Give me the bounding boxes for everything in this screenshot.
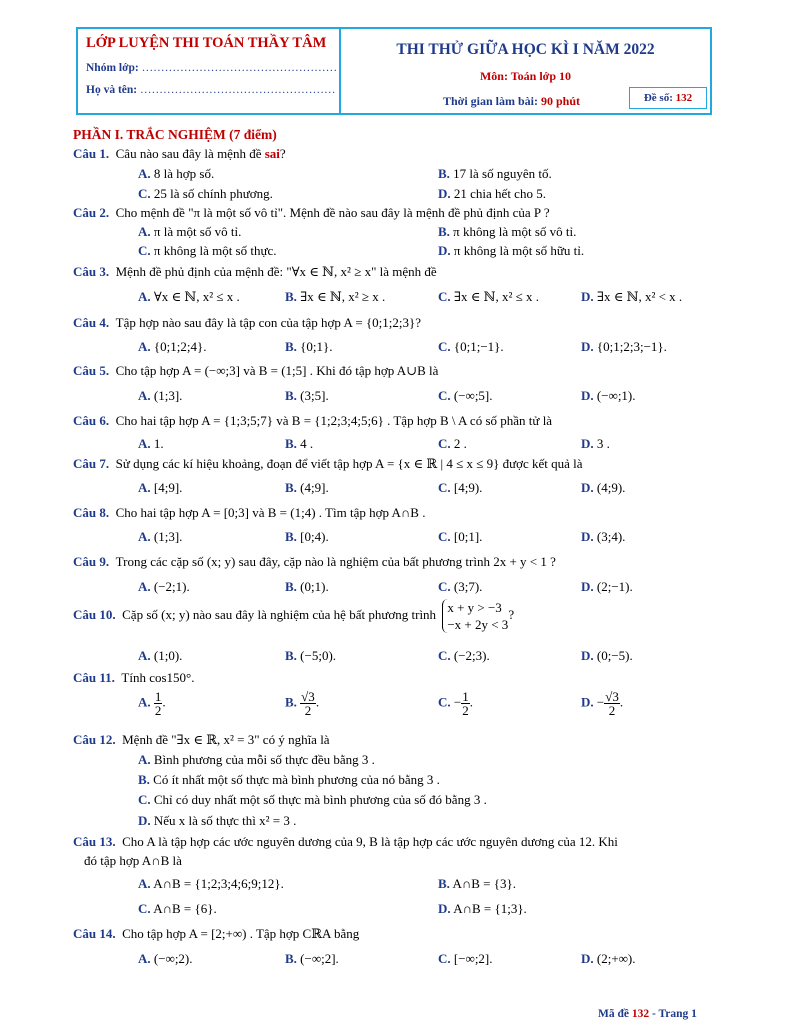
name-field[interactable]: Họ và tên: …………………………………………… (86, 84, 336, 96)
class-field[interactable]: Nhóm lớp: …………………………………………… (86, 62, 338, 74)
q4-option-a[interactable]: A. {0;1;2;4}. (138, 339, 207, 354)
question-9: Câu 9. Trong các cặp số (x; y) sau đây, cặp nào là nghiệm của bất phương trình 2x + y < 1 ? (73, 554, 556, 569)
question-4: Câu 4. Tập hợp nào sau đây là tập con của tập hợp A = {0;1;2;3}? (73, 315, 422, 330)
question-1: Câu 1. Câu nào sau đây là mệnh đề sai? (73, 146, 286, 161)
q14-option-c[interactable]: C. [−∞;2]. (438, 951, 493, 966)
q6-option-a[interactable]: A. 1. (138, 436, 164, 451)
q11-option-a[interactable]: A. $\frac{1}{2}$ . (138, 689, 166, 718)
q11-option-c[interactable]: C. − $\frac{1}{2}$ . (438, 689, 473, 718)
q7-option-c[interactable]: C. [4;9). (438, 480, 483, 495)
exam-time: Thời gian làm bài: 90 phút (443, 94, 581, 108)
question-14: Câu 14. Cho tập hợp A = [2;+∞) . Tập hợp CℝA bằng (73, 926, 360, 941)
q9-option-d[interactable]: D. (2;−1). (581, 579, 633, 594)
q4-option-c[interactable]: C. {0;1;−1}. (438, 339, 504, 354)
header-left (78, 29, 341, 113)
q2-option-c[interactable]: C. π không là một số thực. (138, 243, 277, 258)
q3-option-a[interactable]: A. ∀x ∈ ℕ, x² ≤ x . (138, 289, 240, 304)
q5-option-a[interactable]: A. (1;3]. (138, 388, 183, 403)
question-7: Câu 7. Sử dụng các kí hiệu khoảng, đoạn để viết tập hợp A = {x ∈ ℝ | 4 ≤ x ≤ 9} được kết quả là (73, 456, 583, 471)
q2-option-d[interactable]: D. π không là một số hữu tỉ. (438, 243, 585, 258)
q8-option-c[interactable]: C. [0;1]. (438, 529, 483, 544)
q13-option-a[interactable]: A. A∩B = {1;2;3;4;6;9;12}. (138, 876, 284, 891)
q9-option-a[interactable]: A. (−2;1). (138, 579, 190, 594)
exam-title: THI THỬ GIỮA HỌC KÌ I NĂM 2022 (396, 41, 655, 58)
q12-option-a[interactable]: A. Bình phương của mỗi số thực đều bằng 3 . (138, 752, 375, 767)
q4-option-d[interactable]: D. {0;1;2;3;−1}. (581, 339, 667, 354)
q10-option-a[interactable]: A. (1;0). (138, 648, 183, 663)
q13-option-b[interactable]: B. A∩B = {3}. (438, 876, 516, 891)
q13-option-c[interactable]: C. A∩B = {6}. (138, 901, 217, 916)
q8-option-a[interactable]: A. (1;3]. (138, 529, 183, 544)
question-13-cont: đó tập hợp A∩B là (84, 853, 182, 868)
q14-option-a[interactable]: A. (−∞;2). (138, 951, 193, 966)
q3-option-d[interactable]: D. ∃x ∈ ℕ, x² < x . (581, 289, 683, 304)
q10-option-d[interactable]: D. (0;−5). (581, 648, 633, 663)
q7-option-d[interactable]: D. (4;9). (581, 480, 626, 495)
q14-option-d[interactable]: D. (2;+∞). (581, 951, 636, 966)
q1-option-d[interactable]: D. 21 chia hết cho 5. (438, 186, 546, 201)
q1-option-a[interactable]: A. 8 là hợp số. (138, 166, 215, 181)
q10-option-b[interactable]: B. (−5;0). (285, 648, 337, 663)
q12-option-b[interactable]: B. Có ít nhất một số thực mà bình phương của nó bằng 3 . (138, 772, 440, 787)
q2-option-a[interactable]: A. π là một số vô tỉ. (138, 224, 242, 239)
inequality-system: x + y > −3 −x + 2y < 3 (442, 599, 508, 633)
q1-option-b[interactable]: B. 17 là số nguyên tố. (438, 166, 552, 181)
question-8: Câu 8. Cho hai tập hợp A = [0;3] và B = (1;4) . Tìm tập hợp A∩B . (73, 505, 426, 520)
exam-header (76, 27, 712, 115)
q5-option-b[interactable]: B. (3;5]. (285, 388, 329, 403)
exam-subject: Môn: Toán lớp 10 (479, 69, 571, 83)
q11-option-d[interactable]: D. − $\frac{√3}{2}$ . (581, 689, 624, 718)
question-10: Câu 10. Cặp số (x; y) nào sau đây là nghiệm của hệ bất phương trình x + y > −3 −x + 2y < 3 ? (73, 600, 515, 632)
q6-option-c[interactable]: C. 2 . (438, 436, 467, 451)
q3-option-b[interactable]: B. ∃x ∈ ℕ, x² ≥ x . (285, 289, 386, 304)
header-right (341, 29, 710, 113)
q12-option-c[interactable]: C. Chỉ có duy nhất một số thực mà bình phương của số đó bằng 3 . (138, 792, 487, 807)
q1-option-c[interactable]: C. 25 là số chính phương. (138, 186, 273, 201)
question-3: Câu 3. Mệnh đề phủ định của mệnh đề: "∀x ∈ ℕ, x² ≥ x" là mệnh đề (73, 264, 437, 279)
exam-code-box: Đề số: 132 (629, 87, 707, 109)
q8-option-b[interactable]: B. [0;4). (285, 529, 329, 544)
q6-option-b[interactable]: B. 4 . (285, 436, 314, 451)
q4-option-b[interactable]: B. {0;1}. (285, 339, 333, 354)
q7-option-b[interactable]: B. (4;9]. (285, 480, 329, 495)
q5-option-d[interactable]: D. (−∞;1). (581, 388, 636, 403)
q5-option-c[interactable]: C. (−∞;5]. (438, 388, 493, 403)
page-footer: Mã đề 132 - Trang 1 (598, 1008, 697, 1020)
brand-title: LỚP LUYỆN THI TOÁN THẦY TÂM (86, 35, 327, 51)
q3-option-c[interactable]: C. ∃x ∈ ℕ, x² ≤ x . (438, 289, 539, 304)
q13-option-d[interactable]: D. A∩B = {1;3}. (438, 901, 527, 916)
q9-option-b[interactable]: B. (0;1). (285, 579, 329, 594)
q10-option-c[interactable]: C. (−2;3). (438, 648, 490, 663)
question-2: Câu 2. Cho mệnh đề "π là một số vô tỉ". Mệnh đề nào sau đây là mệnh đề phủ định của P ? (73, 205, 550, 220)
question-13: Câu 13. Cho A là tập hợp các ước nguyên dương của 9, B là tập hợp các ước nguyên dương của 12. Khi (73, 834, 618, 849)
q2-option-b[interactable]: B. π không là một số vô tỉ. (438, 224, 577, 239)
question-12: Câu 12. Mệnh đề "∃x ∈ ℝ, x² = 3" có ý nghĩa là (73, 732, 330, 747)
question-11: Câu 11. Tính cos150°. (73, 670, 195, 685)
q7-option-a[interactable]: A. [4;9]. (138, 480, 183, 495)
q11-option-b[interactable]: B. $\frac{√3}{2}$ . (285, 689, 320, 718)
q6-option-d[interactable]: D. 3 . (581, 436, 610, 451)
q9-option-c[interactable]: C. (3;7). (438, 579, 483, 594)
q8-option-d[interactable]: D. (3;4). (581, 529, 626, 544)
q12-option-d[interactable]: D. Nếu x là số thực thì x² = 3 . (138, 813, 297, 828)
question-5: Câu 5. Cho tập hợp A = (−∞;3] và B = (1;5] . Khi đó tập hợp A∪B là (73, 363, 439, 378)
section-title: PHẦN I. TRẮC NGHIỆM (7 điểm) (73, 127, 277, 142)
question-6: Câu 6. Cho hai tập hợp A = {1;3;5;7} và B = {1;2;3;4;5;6} . Tập hợp B \ A có số phần tử là (73, 413, 553, 428)
q14-option-b[interactable]: B. (−∞;2]. (285, 951, 339, 966)
